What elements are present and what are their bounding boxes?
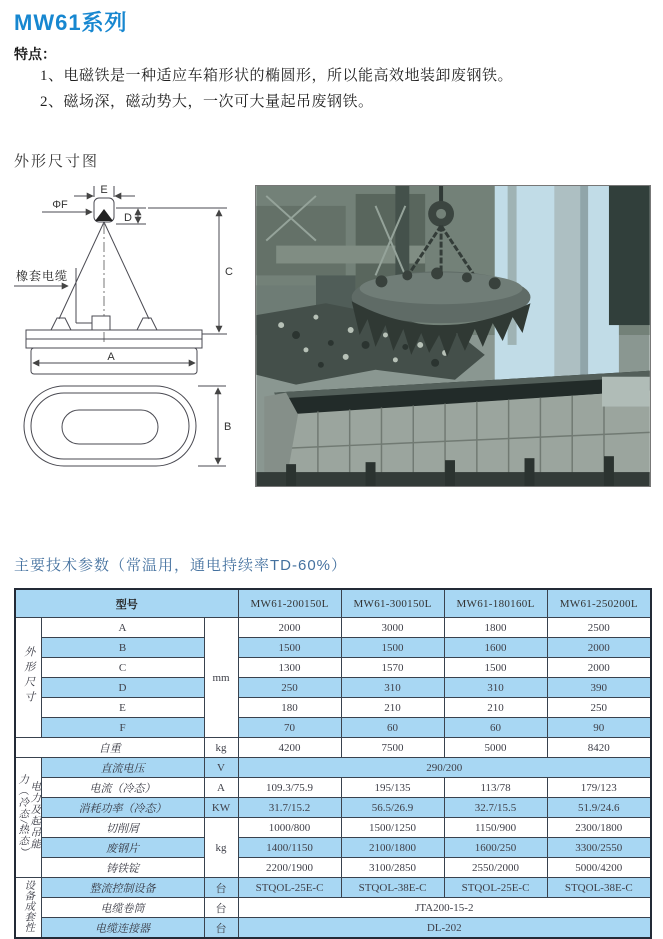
param-label: 消耗功率（冷态）	[41, 798, 204, 818]
cell: 51.9/24.6	[547, 798, 651, 818]
unit-cell: V	[204, 758, 238, 778]
cell: 1400/1150	[238, 838, 341, 858]
cell: JTA200-15-2	[238, 898, 651, 918]
features-heading: 特点：	[14, 46, 56, 62]
cell: 1500	[444, 658, 547, 678]
cell: 1300	[238, 658, 341, 678]
cell: 180	[238, 698, 341, 718]
cell: 2100/1800	[341, 838, 444, 858]
cable-label: 橡套电缆	[16, 269, 69, 283]
unit-cell: KW	[204, 798, 238, 818]
cell: 2500	[547, 618, 651, 638]
cell: STQOL-38E-C	[341, 878, 444, 898]
group-power: 电力及起吊能 力（冷态/热态）	[15, 758, 41, 878]
unit-cell: kg	[204, 818, 238, 878]
model-header-cell: 型号	[15, 589, 238, 618]
product-photo	[255, 185, 651, 487]
spec-row-weight	[15, 738, 651, 758]
cell: 1500	[238, 638, 341, 658]
cell: 210	[341, 698, 444, 718]
cell: 1000/800	[238, 818, 341, 838]
cell: 2000	[238, 618, 341, 638]
cell: DL-202	[238, 918, 651, 939]
spec-row-ingot	[15, 858, 651, 878]
cell: 70	[238, 718, 341, 738]
cell: 1600	[444, 638, 547, 658]
spec-row-scrap	[15, 838, 651, 858]
cell: 60	[444, 718, 547, 738]
param-label: D	[41, 678, 204, 698]
param-label: 切削屑	[41, 818, 204, 838]
param-label: 废钢片	[41, 838, 204, 858]
unit-cell: mm	[204, 618, 238, 738]
param-label: B	[41, 638, 204, 658]
dim-label-e: E	[100, 184, 108, 196]
spec-row-D	[15, 678, 651, 698]
unit-cell: A	[204, 778, 238, 798]
spec-row-power	[15, 798, 651, 818]
spec-table-header-row	[15, 589, 651, 618]
cell: 1500/1250	[341, 818, 444, 838]
spec-row-F	[15, 718, 651, 738]
param-label: F	[41, 718, 204, 738]
spec-row-current	[15, 778, 651, 798]
feature-item: 2、磁场深，磁动势大，一次可大量起吊废钢铁。	[40, 94, 374, 110]
param-label: 电缆连接器	[41, 918, 204, 939]
dim-label-a: A	[107, 351, 115, 363]
cell: 3000	[341, 618, 444, 638]
param-label: 直流电压	[41, 758, 204, 778]
unit-cell: 台	[204, 918, 238, 939]
model-name: MW61-200150L	[238, 589, 341, 618]
cell: 1150/900	[444, 818, 547, 838]
unit-cell: 台	[204, 898, 238, 918]
cell: 90	[547, 718, 651, 738]
cell: 7500	[341, 738, 444, 758]
group-dimensions: 外形尺寸	[15, 618, 41, 738]
cell: 2200/1900	[238, 858, 341, 878]
cell: 250	[238, 678, 341, 698]
cell: 310	[444, 678, 547, 698]
spec-row-E	[15, 698, 651, 718]
cell: 31.7/15.2	[238, 798, 341, 818]
cell: 56.5/26.9	[341, 798, 444, 818]
param-label: 整流控制设备	[41, 878, 204, 898]
param-label: 电缆卷筒	[41, 898, 204, 918]
cell: 5000	[444, 738, 547, 758]
cell: 2300/1800	[547, 818, 651, 838]
cell: 4200	[238, 738, 341, 758]
param-label: 铸铁锭	[41, 858, 204, 878]
cell: STQOL-38E-C	[547, 878, 651, 898]
cell: 109.3/75.9	[238, 778, 341, 798]
param-label: 自重	[15, 738, 204, 758]
cell: 310	[341, 678, 444, 698]
model-name: MW61-250200L	[547, 589, 651, 618]
cell: STQOL-25E-C	[444, 878, 547, 898]
dim-label-c: C	[225, 266, 233, 278]
cell: STQOL-25E-C	[238, 878, 341, 898]
cell: 2550/2000	[444, 858, 547, 878]
cell: 1600/250	[444, 838, 547, 858]
cell: 2000	[547, 658, 651, 678]
spec-row-chips	[15, 818, 651, 838]
cell: 3100/2850	[341, 858, 444, 878]
spec-row-A	[15, 618, 651, 638]
spec-row-rectifier	[15, 878, 651, 898]
cell: 390	[547, 678, 651, 698]
spec-row-C	[15, 658, 651, 678]
cell: 210	[444, 698, 547, 718]
spec-row-reel	[15, 898, 651, 918]
group-equipment: 设备成套性	[15, 878, 41, 939]
spec-row-connector	[15, 918, 651, 939]
param-label: 电流（冷态）	[41, 778, 204, 798]
cell: 290/200	[238, 758, 651, 778]
diagram-heading: 外形尺寸图	[14, 153, 100, 170]
model-name: MW61-180160L	[444, 589, 547, 618]
unit-cell: kg	[204, 738, 238, 758]
dim-label-f: ΦF	[52, 199, 68, 211]
cell: 113/78	[444, 778, 547, 798]
cell: 179/123	[547, 778, 651, 798]
spec-row-voltage	[15, 758, 651, 778]
unit-cell: 台	[204, 878, 238, 898]
cell: 3300/2550	[547, 838, 651, 858]
dim-label-b: B	[224, 421, 232, 433]
param-label: E	[41, 698, 204, 718]
cell: 1500	[341, 638, 444, 658]
cell: 1800	[444, 618, 547, 638]
cell: 60	[341, 718, 444, 738]
dimension-diagram	[14, 182, 242, 482]
table-heading: 主要技术参数（常温用，通电持续率TD-60%）	[14, 557, 348, 574]
specs-table	[14, 588, 652, 939]
dim-label-d: D	[124, 212, 132, 224]
param-label: C	[41, 658, 204, 678]
cell: 250	[547, 698, 651, 718]
cell: 8420	[547, 738, 651, 758]
param-label: A	[41, 618, 204, 638]
cell: 2000	[547, 638, 651, 658]
cell: 32.7/15.5	[444, 798, 547, 818]
model-name: MW61-300150L	[341, 589, 444, 618]
cell: 1570	[341, 658, 444, 678]
spec-row-B	[15, 638, 651, 658]
feature-item: 1、电磁铁是一种适应车箱形状的椭圆形，所以能高效地装卸废钢铁。	[40, 68, 514, 84]
page-title: MW61系列	[14, 10, 128, 35]
cell: 195/135	[341, 778, 444, 798]
cell: 5000/4200	[547, 858, 651, 878]
